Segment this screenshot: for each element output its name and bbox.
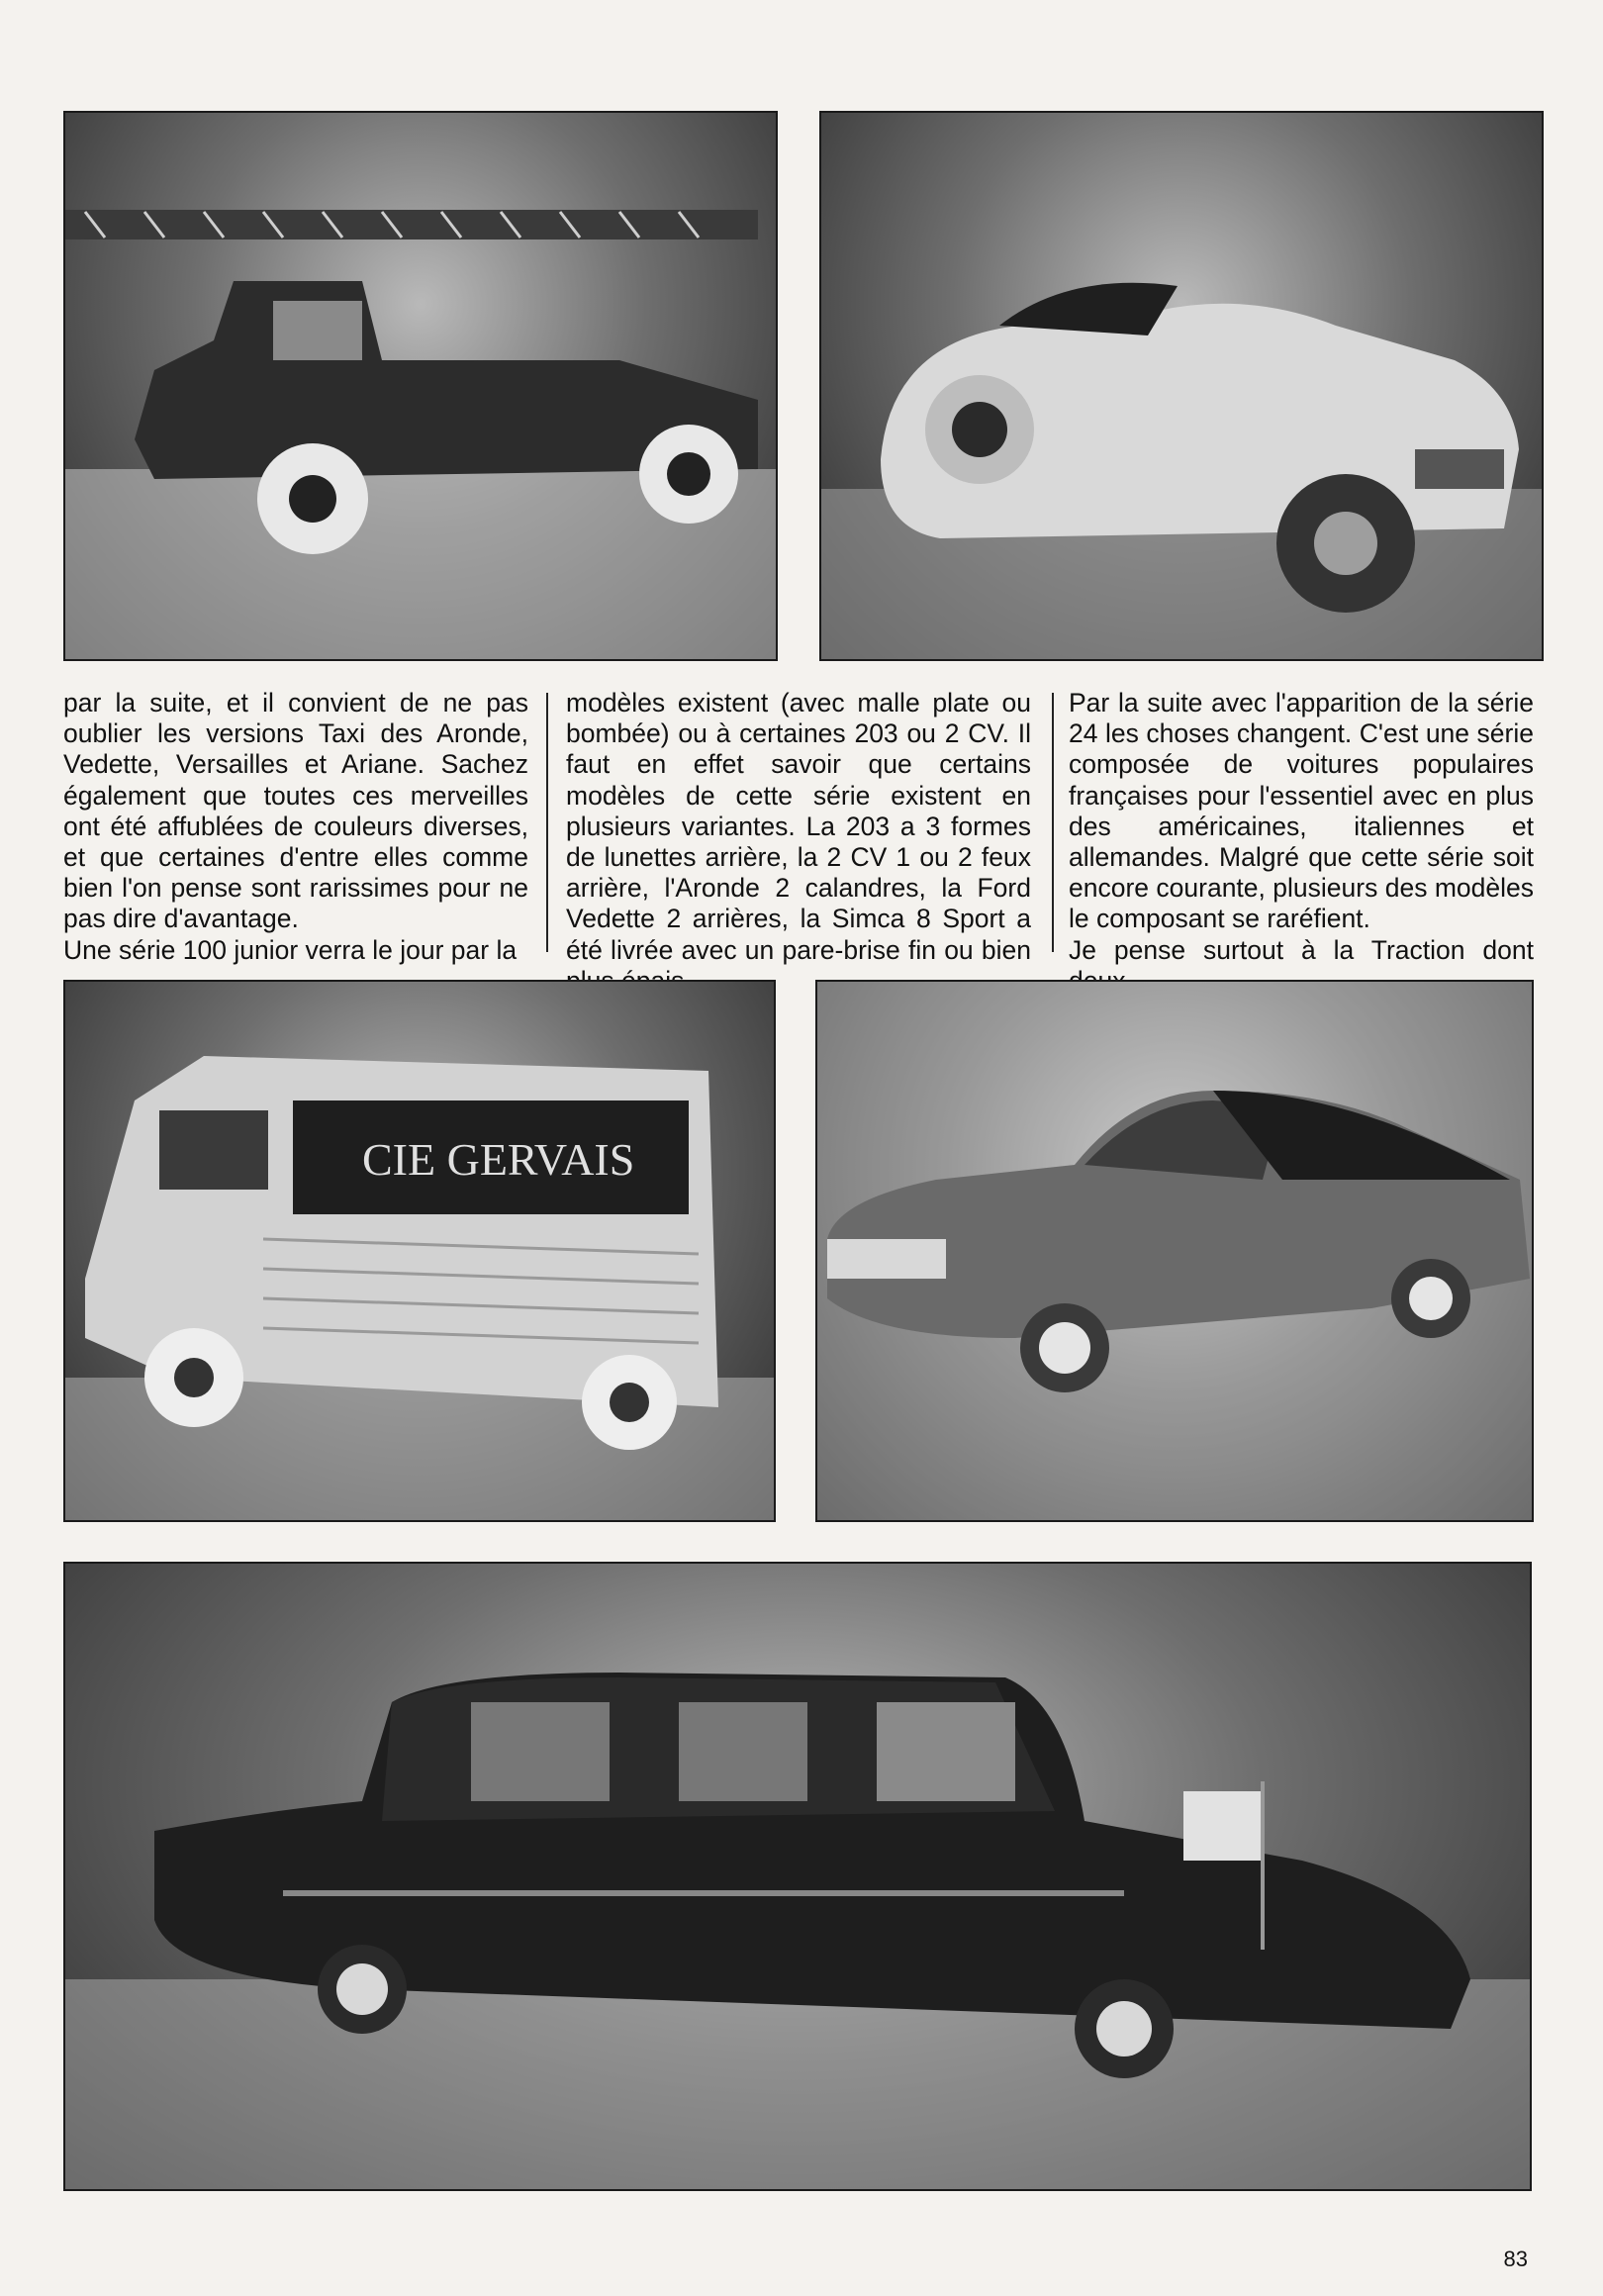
article-paragraph: Je pense surtout à la Traction dont <box>1069 934 1534 965</box>
photo-ford-coupe <box>815 980 1534 1522</box>
column-divider <box>1052 693 1054 952</box>
article-column-1 <box>63 688 528 966</box>
article-paragraph: par la suite, et il convient de ne pas oublier les versions Taxi des Aronde, Vedette, Versailles et Ariane. Sachez également que toutes ces merveilles ont été affublées de couleurs diverses, et que certaines d'entre elles comme bien l'on pense sont rarissimes pour ne pas dire d'avantage. <box>63 688 528 934</box>
article-paragraph: Par la suite avec l'apparition de la série 24 les choses changent. C'est une série composée de voitures populaires françaises pour l'essentiel avec en plus des américaines, italiennes et allemandes. Malgré que cette série soit encore courante, plusieurs des modèles le composant se raréfient. <box>1069 688 1534 934</box>
page-number: 83 <box>1503 2247 1528 2271</box>
article-column-3 <box>1069 688 1534 997</box>
article-paragraph: modèles existent (avec malle plate ou bombée) ou à certaines 203 ou 2 CV. Il faut en effet savoir que certains modèles de cette série existent en plusieurs variantes. La 203 a 3 formes de lunettes arrière, la 2 CV 1 ou 2 feux arrière, l'Aronde 2 calandres, la Ford Vedette 2 arrières, la Simca 8 Sport a été livrée avec un pare-brise fin ou bien <box>566 688 1031 965</box>
photo-citroen-ds-presidential <box>63 1562 1532 2191</box>
photo-citroen-van <box>63 980 776 1522</box>
van-sign-text: CIE GERVAIS <box>362 1134 635 1185</box>
article-paragraph: Une série 100 junior verra le jour par la <box>63 934 518 965</box>
photo-convertible-coupe <box>819 111 1544 661</box>
photo-fire-ladder-truck <box>63 111 778 661</box>
column-divider <box>546 693 548 952</box>
article-column-2 <box>566 688 1031 997</box>
